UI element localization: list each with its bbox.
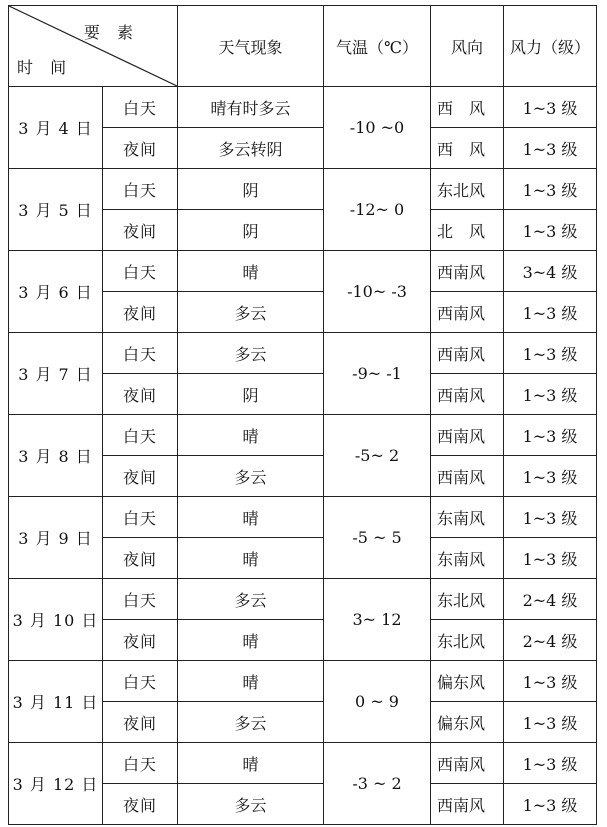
table-row (9, 415, 597, 456)
header-elements-label: 要 素 (83, 23, 139, 42)
weather-cell: 多云转阴 (178, 128, 324, 169)
wind-force-cell: 3~4 级 (504, 251, 597, 292)
wind-direction-cell: 东南风 (431, 538, 504, 579)
period-cell: 夜间 (103, 456, 178, 497)
date-cell: 3 月 7 日 (9, 333, 103, 415)
table-row (9, 251, 597, 292)
wind-force-cell: 1~3 级 (504, 784, 597, 825)
wind-direction-cell: 西南风 (431, 784, 504, 825)
diagonal-header-cell (9, 6, 178, 87)
temperature-cell: 0 ~ 9 (324, 661, 431, 743)
weather-cell: 晴 (178, 497, 324, 538)
temperature-cell: -9~ -1 (324, 333, 431, 415)
date-cell: 3 月 5 日 (9, 169, 103, 251)
period-cell: 白天 (103, 333, 178, 374)
weather-cell: 晴 (178, 415, 324, 456)
date-cell: 3 月 4 日 (9, 87, 103, 169)
header-time-label: 时 间 (17, 58, 73, 77)
date-cell: 3 月 6 日 (9, 251, 103, 333)
header-temperature: 气温（℃） (324, 6, 431, 87)
period-cell: 白天 (103, 251, 178, 292)
wind-direction-cell: 偏东风 (431, 702, 504, 743)
period-cell: 白天 (103, 497, 178, 538)
wind-force-cell: 1~3 级 (504, 456, 597, 497)
weather-cell: 多云 (178, 333, 324, 374)
weather-cell: 多云 (178, 579, 324, 620)
wind-force-cell: 1~3 级 (504, 374, 597, 415)
weather-cell: 阴 (178, 374, 324, 415)
wind-direction-cell: 东北风 (431, 620, 504, 661)
date-cell: 3 月 11 日 (9, 661, 103, 743)
forecast-body (9, 87, 597, 825)
weather-cell: 晴 (178, 538, 324, 579)
wind-force-cell: 1~3 级 (504, 702, 597, 743)
wind-direction-cell: 西南风 (431, 333, 504, 374)
weather-forecast-table (8, 5, 597, 825)
wind-force-cell: 1~3 级 (504, 415, 597, 456)
table-row (9, 87, 597, 128)
period-cell: 白天 (103, 579, 178, 620)
wind-force-cell: 1~3 级 (504, 169, 597, 210)
weather-cell: 晴 (178, 661, 324, 702)
weather-cell: 晴 (178, 620, 324, 661)
weather-cell: 阴 (178, 210, 324, 251)
wind-force-cell: 1~3 级 (504, 87, 597, 128)
header-weather: 天气现象 (178, 6, 324, 87)
period-cell: 白天 (103, 661, 178, 702)
temperature-cell: -3 ~ 2 (324, 743, 431, 825)
date-cell: 3 月 9 日 (9, 497, 103, 579)
wind-direction-cell: 西南风 (431, 456, 504, 497)
date-cell: 3 月 10 日 (9, 579, 103, 661)
period-cell: 夜间 (103, 702, 178, 743)
temperature-cell: 3~ 12 (324, 579, 431, 661)
wind-direction-cell: 西 风 (431, 128, 504, 169)
wind-force-cell: 1~3 级 (504, 743, 597, 784)
period-cell: 夜间 (103, 374, 178, 415)
wind-force-cell: 1~3 级 (504, 292, 597, 333)
temperature-cell: -10~ -3 (324, 251, 431, 333)
weather-cell: 多云 (178, 456, 324, 497)
wind-force-cell: 1~3 级 (504, 128, 597, 169)
period-cell: 白天 (103, 87, 178, 128)
weather-cell: 晴有时多云 (178, 87, 324, 128)
wind-direction-cell: 西南风 (431, 743, 504, 784)
weather-cell: 晴 (178, 743, 324, 784)
period-cell: 夜间 (103, 538, 178, 579)
period-cell: 夜间 (103, 292, 178, 333)
wind-force-cell: 1~3 级 (504, 538, 597, 579)
header-wind-direction: 风向 (431, 6, 504, 87)
table-row (9, 743, 597, 784)
wind-direction-cell: 偏东风 (431, 661, 504, 702)
wind-direction-cell: 东北风 (431, 579, 504, 620)
period-cell: 白天 (103, 169, 178, 210)
temperature-cell: -10 ~0 (324, 87, 431, 169)
weather-cell: 多云 (178, 292, 324, 333)
wind-direction-cell: 东南风 (431, 497, 504, 538)
period-cell: 夜间 (103, 784, 178, 825)
period-cell: 白天 (103, 415, 178, 456)
table-row (9, 169, 597, 210)
wind-force-cell: 1~3 级 (504, 497, 597, 538)
wind-direction-cell: 西南风 (431, 292, 504, 333)
wind-direction-cell: 西南风 (431, 251, 504, 292)
temperature-cell: -12~ 0 (324, 169, 431, 251)
wind-force-cell: 2~4 级 (504, 620, 597, 661)
wind-direction-cell: 西南风 (431, 374, 504, 415)
period-cell: 夜间 (103, 620, 178, 661)
period-cell: 夜间 (103, 210, 178, 251)
date-cell: 3 月 8 日 (9, 415, 103, 497)
period-cell: 夜间 (103, 128, 178, 169)
wind-force-cell: 1~3 级 (504, 333, 597, 374)
wind-force-cell: 1~3 级 (504, 661, 597, 702)
wind-direction-cell: 北 风 (431, 210, 504, 251)
date-cell: 3 月 12 日 (9, 743, 103, 825)
weather-cell: 多云 (178, 784, 324, 825)
wind-direction-cell: 西 风 (431, 87, 504, 128)
temperature-cell: -5~ 2 (324, 415, 431, 497)
temperature-cell: -5 ~ 5 (324, 497, 431, 579)
wind-force-cell: 2~4 级 (504, 579, 597, 620)
header-wind-force: 风力（级） (504, 6, 597, 87)
wind-direction-cell: 东北风 (431, 169, 504, 210)
table-row (9, 579, 597, 620)
weather-cell: 阴 (178, 169, 324, 210)
period-cell: 白天 (103, 743, 178, 784)
wind-force-cell: 1~3 级 (504, 210, 597, 251)
weather-cell: 晴 (178, 251, 324, 292)
weather-cell: 多云 (178, 702, 324, 743)
table-row (9, 661, 597, 702)
table-row (9, 333, 597, 374)
table-row (9, 497, 597, 538)
wind-direction-cell: 西南风 (431, 415, 504, 456)
header-row (9, 6, 597, 87)
